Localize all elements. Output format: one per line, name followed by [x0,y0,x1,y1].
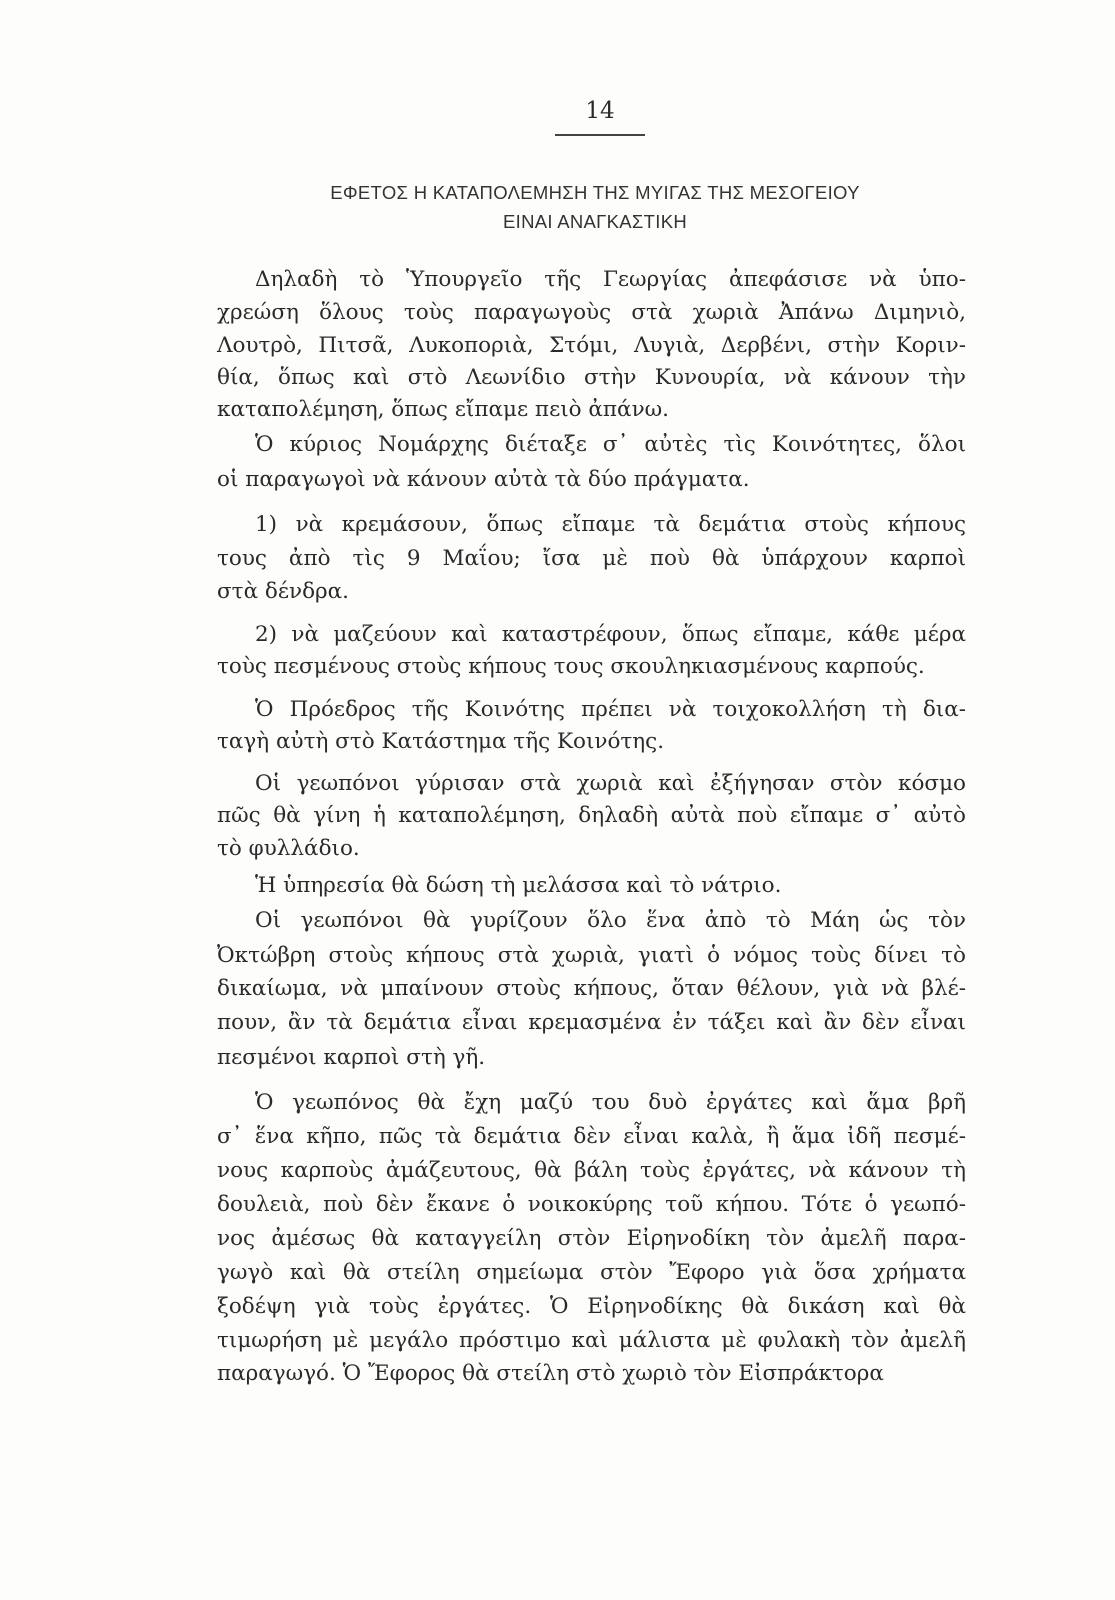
text-line: γωγὸ καὶ θὰ στείλη σημείωμα στὸν Ἔφορο γιὰ ὅσα χρήματα [217,1260,966,1285]
text-line: στὰ δένδρα. [217,579,350,604]
text-line: δουλειὰ, ποὺ δὲν ἔκανε ὁ νοικοκύρης τοῦ κήπου. Τότε ὁ γεωπό- [217,1192,966,1217]
text-line: παραγωγό. Ὁ Ἔφορος θὰ στείλη στὸ χωριὸ τὸν Εἰσπράκτορα [217,1361,884,1386]
text-line: πουν, ἂν τὰ δεμάτια εἶναι κρεμασμένα ἐν τάξει καὶ ἂν δὲν εἶναι [217,1010,966,1035]
text-line: σ᾽ ἕνα κῆπο, πῶς τὰ δεμάτια δὲν εἶναι καλὰ, ἢ ἅμα ἰδῆ πεσμέ- [217,1124,966,1149]
text-line: καταπολέμηση, ὅπως εἴπαμε πειὸ ἀπάνω. [217,397,670,422]
text-line: πεσμένοι καρποὶ στὴ γῆ. [217,1045,486,1070]
text-line: τους ἀπὸ τὶς 9 Μαΐου; ἴσα μὲ ποὺ θὰ ὑπάρχουν καρποὶ [217,546,966,571]
text-line: Οἱ γεωπόνοι γύρισαν στὰ χωριὰ καὶ ἐξήγησαν στὸν κόσμο [255,771,966,796]
text-line: θία, ὅπως καὶ στὸ Λεωνίδιο στὴν Κυνουρία, νὰ κάνουν τὴν [217,365,966,390]
text-line: τὸ φυλλάδιο. [217,836,360,861]
text-line: ταγὴ αὐτὴ στὸ Κατάστημα τῆς Κοινότης. [217,729,665,754]
text-line: 1) νὰ κρεμάσουν, ὅπως εἴπαμε τὰ δεμάτια στοὺς κήπους [255,512,966,537]
text-line: χρεώση ὅλους τοὺς παραγωγοὺς στὰ χωριὰ Ἀπάνω Διμηνιὸ, [217,300,966,325]
text-line: Ἡ ὑπηρεσία θὰ δώση τὴ μελάσσα καὶ τὸ νάτριο. [255,873,782,898]
text-line: Λουτρὸ, Πιτσᾶ, Λυκοποριὰ, Στόμι, Λυγιὰ, Δερβένι, στὴν Κοριν- [217,333,966,358]
text-line: Οἱ γεωπόνοι θὰ γυρίζουν ὅλο ἕνα ἀπὸ τὸ Μάη ὡς τὸν [255,908,966,933]
text-line: ξοδέψη γιὰ τοὺς ἐργάτες. Ὁ Εἰρηνοδίκης θὰ δικάση καὶ θὰ [217,1294,966,1319]
text-line: τιμωρήση μὲ μεγάλο πρόστιμο καὶ μάλιστα μὲ φυλακὴ τὸν ἀμελῆ [217,1328,966,1353]
page-number: 14 [585,98,615,124]
page-number-rule [555,134,645,136]
text-line: Ὁ Πρόεδρος τῆς Κοινότης πρέπει νὰ τοιχοκολλήση τὴ δια- [255,697,966,722]
text-line: νος ἀμέσως θὰ καταγγείλη στὸν Εἰρηνοδίκη τὸν ἀμελῆ παρα- [217,1226,966,1251]
text-line: δικαίωμα, νὰ μπαίνουν στοὺς κήπους, ὅταν θέλουν, γιὰ νὰ βλέ- [217,976,966,1001]
text-line: Ὀκτώβρη στοὺς κήπους στὰ χωριὰ, γιατὶ ὁ νόμος τοὺς δίνει τὸ [217,943,966,968]
text-line: 2) νὰ μαζεύουν καὶ καταστρέφουν, ὅπως εἴπαμε, κάθε μέρα [255,622,966,647]
text-line: Ὁ γεωπόνος θὰ ἔχη μαζύ του δυὸ ἐργάτες καὶ ἅμα βρῆ [255,1090,966,1115]
text-line: Δηλαδὴ τὸ Ὑπουργεῖο τῆς Γεωργίας ἀπεφάσισε νὰ ὑπο- [255,267,966,292]
text-line: νους καρποὺς ἀμάζευτους, θὰ βάλη τοὺς ἐργάτες, νὰ κάνουν τὴ [217,1158,966,1183]
heading-line-1: ΕΦΕΤΟΣ Η ΚΑΤΑΠΟΛΕΜΗΣΗ ΤΗΣ ΜΥΙΓΑΣ ΤΗΣ ΜΕΣΟΓΕΙΟΥ [330,182,860,203]
text-line: πῶς θὰ γίνη ἡ καταπολέμηση, δηλαδὴ αὐτὰ ποὺ εἴπαμε σ᾽ αὐτὸ [217,803,966,828]
heading-line-2: ΕΙΝΑΙ ΑΝΑΓΚΑΣΤΙΚΗ [502,211,688,232]
text-line: οἱ παραγωγοὶ νὰ κάνουν αὐτὰ τὰ δύο πράγματα. [217,467,750,492]
text-line: Ὁ κύριος Νομάρχης διέταξε σ᾽ αὐτὲς τὶς Κοινότητες, ὅλοι [255,432,966,457]
text-line: τοὺς πεσμένους στοὺς κήπους τους σκουληκιασμένους καρπούς. [217,654,925,679]
